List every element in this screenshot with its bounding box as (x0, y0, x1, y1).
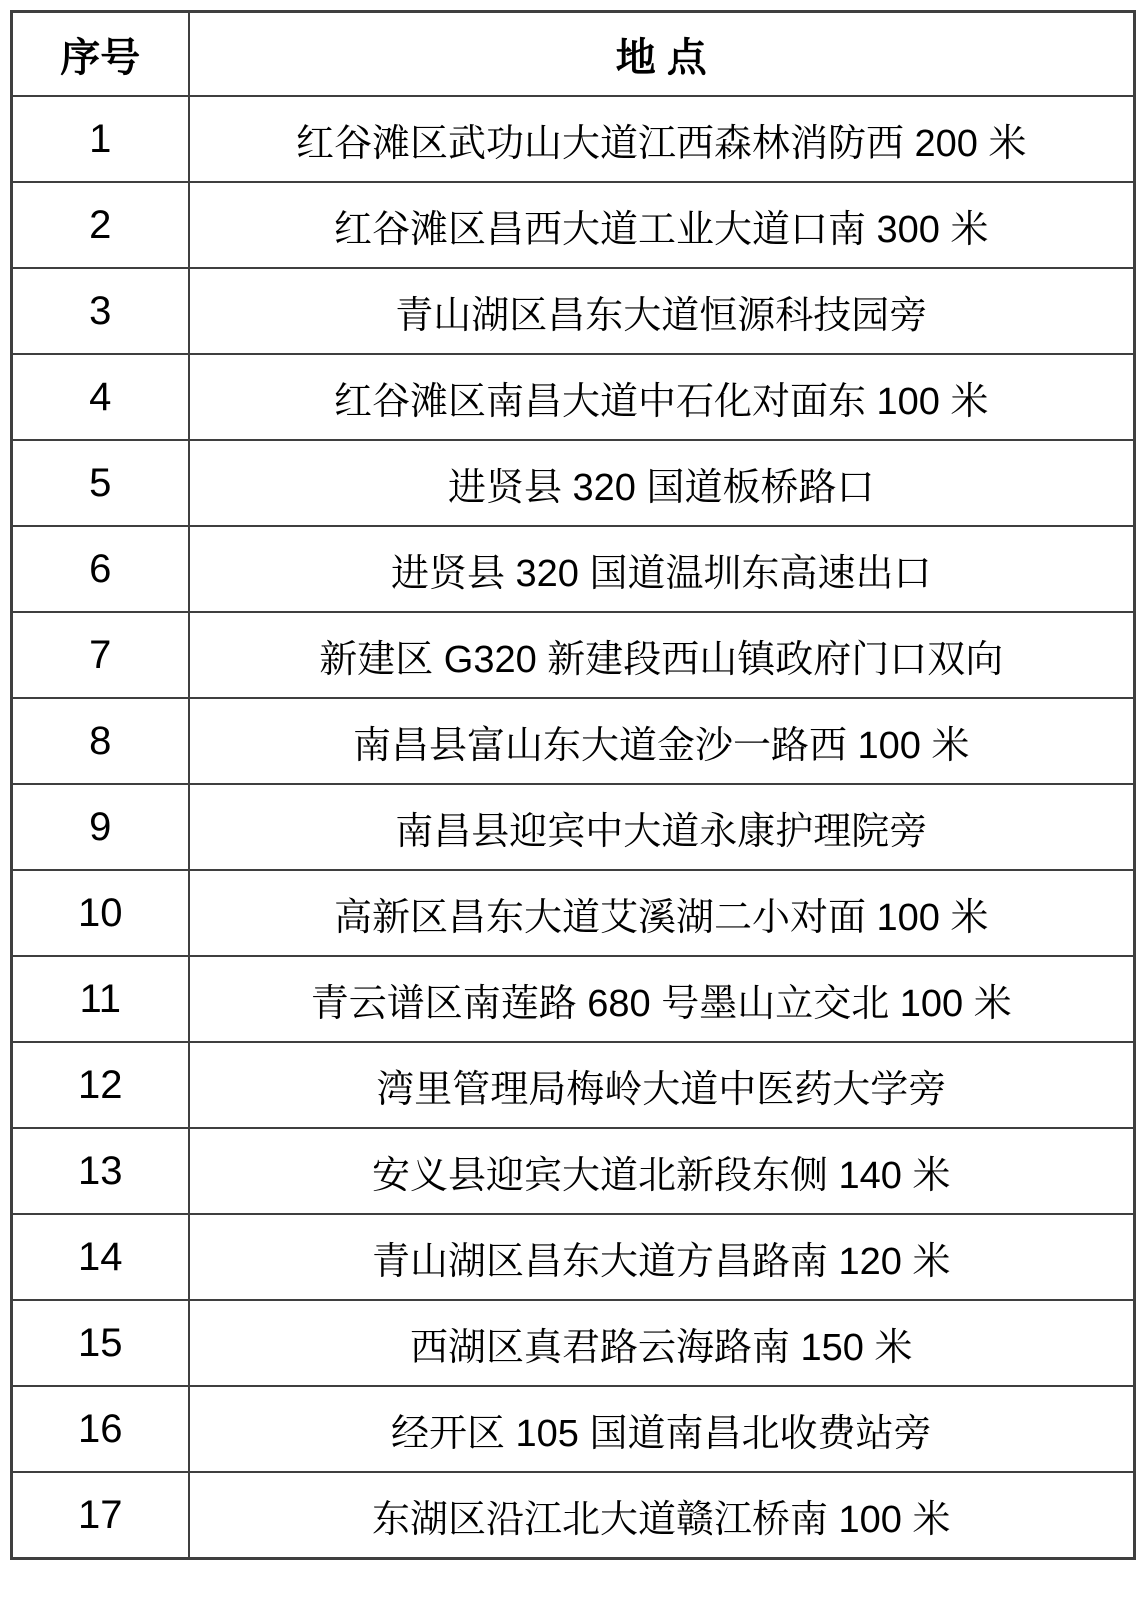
row-index-cell: 10 (12, 870, 189, 956)
row-index-cell: 9 (12, 784, 189, 870)
row-location-cell: 青山湖区昌东大道方昌路南 120 米 (189, 1214, 1135, 1300)
row-location-cell: 青山湖区昌东大道恒源科技园旁 (189, 268, 1135, 354)
row-location-cell: 青云谱区南莲路 680 号墨山立交北 100 米 (189, 956, 1135, 1042)
locations-table (10, 10, 1136, 1560)
header-index: 序号 (12, 12, 189, 97)
row-location-cell: 南昌县迎宾中大道永康护理院旁 (189, 784, 1135, 870)
row-location-cell: 西湖区真君路云海路南 150 米 (189, 1300, 1135, 1386)
row-location-cell: 进贤县 320 国道板桥路口 (189, 440, 1135, 526)
table-row (12, 1300, 1135, 1386)
row-index-cell: 2 (12, 182, 189, 268)
table-row (12, 354, 1135, 440)
table-row (12, 612, 1135, 698)
table-row (12, 1214, 1135, 1300)
row-index-cell: 5 (12, 440, 189, 526)
table-row (12, 1042, 1135, 1128)
row-location-cell: 东湖区沿江北大道赣江桥南 100 米 (189, 1472, 1135, 1559)
row-location-cell: 南昌县富山东大道金沙一路西 100 米 (189, 698, 1135, 784)
row-location-cell: 红谷滩区武功山大道江西森林消防西 200 米 (189, 96, 1135, 182)
row-index-cell: 1 (12, 96, 189, 182)
row-location-cell: 新建区 G320 新建段西山镇政府门口双向 (189, 612, 1135, 698)
header-location: 地 点 (189, 12, 1135, 97)
row-index-cell: 8 (12, 698, 189, 784)
row-index-cell: 3 (12, 268, 189, 354)
row-location-cell: 红谷滩区昌西大道工业大道口南 300 米 (189, 182, 1135, 268)
row-index-cell: 12 (12, 1042, 189, 1128)
row-index-cell: 17 (12, 1472, 189, 1559)
table-row (12, 870, 1135, 956)
table-row (12, 526, 1135, 612)
row-index-cell: 14 (12, 1214, 189, 1300)
table-row (12, 956, 1135, 1042)
table-row (12, 96, 1135, 182)
row-location-cell: 安义县迎宾大道北新段东侧 140 米 (189, 1128, 1135, 1214)
row-index-cell: 7 (12, 612, 189, 698)
row-location-cell: 经开区 105 国道南昌北收费站旁 (189, 1386, 1135, 1472)
row-location-cell: 湾里管理局梅岭大道中医药大学旁 (189, 1042, 1135, 1128)
row-index-cell: 15 (12, 1300, 189, 1386)
table-row (12, 1472, 1135, 1559)
row-index-cell: 13 (12, 1128, 189, 1214)
table-row (12, 784, 1135, 870)
table-row (12, 1128, 1135, 1214)
row-index-cell: 6 (12, 526, 189, 612)
row-index-cell: 11 (12, 956, 189, 1042)
row-location-cell: 高新区昌东大道艾溪湖二小对面 100 米 (189, 870, 1135, 956)
header-row (12, 12, 1135, 97)
table-row (12, 268, 1135, 354)
row-index-cell: 4 (12, 354, 189, 440)
row-location-cell: 红谷滩区南昌大道中石化对面东 100 米 (189, 354, 1135, 440)
table-row (12, 440, 1135, 526)
table-row (12, 698, 1135, 784)
row-location-cell: 进贤县 320 国道温圳东高速出口 (189, 526, 1135, 612)
table-row (12, 1386, 1135, 1472)
row-index-cell: 16 (12, 1386, 189, 1472)
table-row (12, 182, 1135, 268)
